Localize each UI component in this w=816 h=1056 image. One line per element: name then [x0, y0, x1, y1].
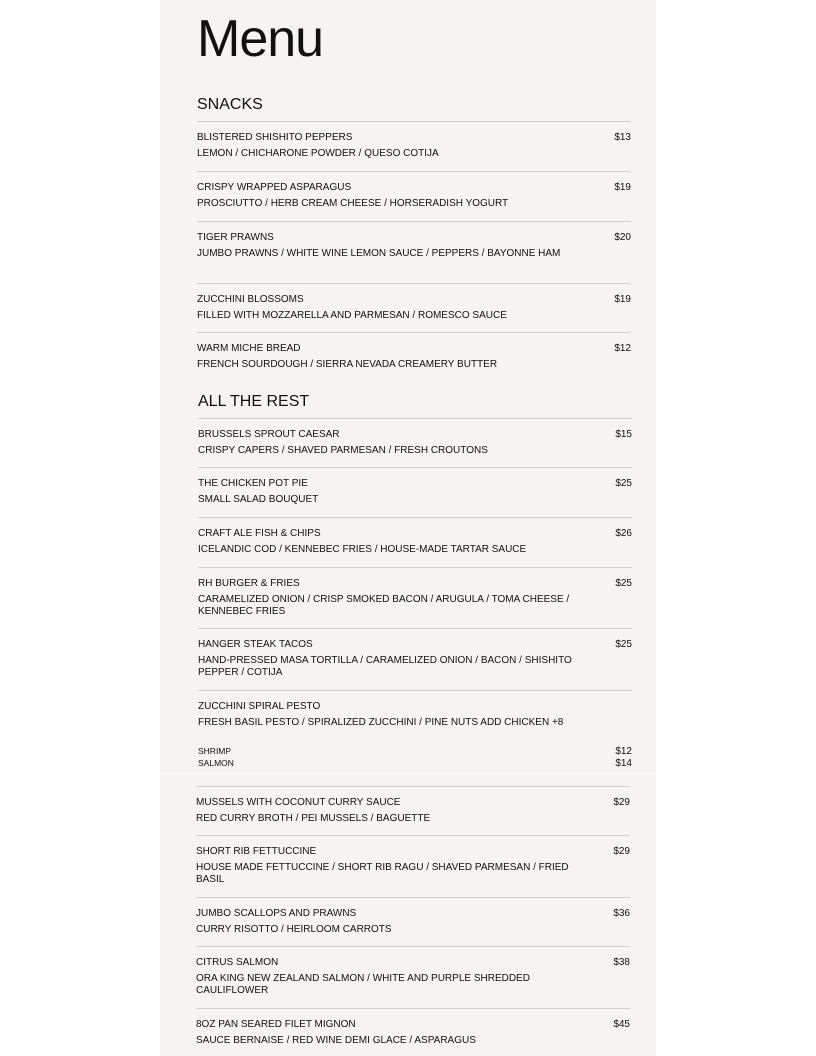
option-name: SALMON: [198, 758, 234, 768]
item-price: $15: [615, 429, 632, 440]
item-price: $26: [615, 528, 632, 539]
item-description: JUMBO PRAWNS / WHITE WINE LEMON SAUCE / PEPPERS / BAYONNE HAM: [197, 248, 561, 259]
item-description: FRENCH SOURDOUGH / SIERRA NEVADA CREAMERY BUTTER: [197, 359, 498, 370]
menu-item: [198, 628, 632, 690]
item-description: PROSCIUTTO / HERB CREAM CHEESE / HORSERADISH YOGURT: [197, 198, 509, 209]
item-description: CARAMELIZED ONION / CRISP SMOKED BACON / ARUGULA / TOMA CHEESE / KENNEBEC FRIES: [198, 594, 570, 617]
item-name: CRAFT ALE FISH & CHIPS: [198, 528, 321, 539]
item-description: SMALL SALAD BOUQUET: [198, 494, 319, 505]
menu-item: [197, 221, 631, 283]
item-price: $19: [614, 182, 631, 193]
menu-item: [197, 283, 631, 333]
menu-item: [198, 517, 632, 567]
item-description: CRISPY CAPERS / SHAVED PARMESAN / FRESH CROUTONS: [198, 445, 488, 456]
item-price: $25: [615, 639, 632, 650]
item-description: ICELANDIC COD / KENNEBEC FRIES / HOUSE-MADE TARTAR SAUCE: [198, 544, 527, 555]
menu-item: [196, 897, 630, 947]
item-name: 8OZ PAN SEARED FILET MIGNON: [196, 1019, 356, 1030]
item-description: HOUSE MADE FETTUCCINE / SHORT RIB RAGU / SHAVED PARMESAN / FRIED BASIL: [196, 862, 569, 885]
menu-item: [196, 835, 630, 897]
item-name: TIGER PRAWNS: [197, 232, 274, 243]
menu-item: [197, 121, 631, 171]
item-price: $29: [613, 846, 630, 857]
menu-item: [196, 1008, 630, 1055]
item-name: RH BURGER & FRIES: [198, 578, 300, 589]
item-name: BLISTERED SHISHITO PEPPERS: [197, 132, 353, 143]
item-price: $13: [614, 132, 631, 143]
item-name: JUMBO SCALLOPS AND PRAWNS: [196, 908, 357, 919]
item-description: SAUCE BERNAISE / RED WINE DEMI GLACE / ASPARAGUS: [196, 1035, 476, 1046]
menu-item: [198, 690, 632, 771]
item-name: BRUSSELS SPROUT CAESAR: [198, 429, 340, 440]
menu-item: [198, 467, 632, 517]
item-price: $36: [613, 908, 630, 919]
item-description: RED CURRY BROTH / PEI MUSSELS / BAGUETTE: [196, 813, 431, 824]
item-price: $12: [614, 343, 631, 354]
item-name: CRISPY WRAPPED ASPARAGUS: [197, 182, 352, 193]
section-heading-snacks: SNACKS: [197, 96, 263, 113]
item-description: LEMON / CHICHARONE POWDER / QUESO COTIJA: [197, 148, 439, 159]
option-price: $14: [615, 758, 632, 769]
item-price: $20: [614, 232, 631, 243]
menu-title: Menu: [197, 10, 324, 68]
item-description: FRESH BASIL PESTO / SPIRALIZED ZUCCHINI / PINE NUTS ADD CHICKEN +8: [198, 717, 564, 728]
item-name: SHORT RIB FETTUCCINE: [196, 846, 317, 857]
item-price: $29: [613, 797, 630, 808]
item-price: $25: [615, 578, 632, 589]
menu-item: [198, 418, 632, 468]
item-name: WARM MICHE BREAD: [197, 343, 301, 354]
item-description: ORA KING NEW ZEALAND SALMON / WHITE AND PURPLE SHREDDED CAULIFLOWER: [196, 973, 530, 996]
item-name: THE CHICKEN POT PIE: [198, 478, 308, 489]
menu-item: [196, 786, 630, 836]
item-name: HANGER STEAK TACOS: [198, 639, 313, 650]
item-price: $25: [615, 478, 632, 489]
item-name: MUSSELS WITH COCONUT CURRY SAUCE: [196, 797, 401, 808]
item-description: HAND-PRESSED MASA TORTILLA / CARAMELIZED ONION / BACON / SHISHITO PEPPER / COTIJA: [198, 655, 572, 678]
menu-item: [197, 332, 631, 382]
option-name: SHRIMP: [198, 746, 232, 756]
item-price: $19: [614, 294, 631, 305]
item-description: CURRY RISOTTO / HEIRLOOM CARROTS: [196, 924, 392, 935]
page-seam: [160, 773, 656, 774]
item-price: $45: [613, 1019, 630, 1030]
item-name: ZUCCHINI SPIRAL PESTO: [198, 701, 321, 712]
menu-item: [196, 946, 630, 1008]
item-price: $38: [613, 957, 630, 968]
item-description: FILLED WITH MOZZARELLA AND PARMESAN / ROMESCO SAUCE: [197, 310, 507, 321]
section-heading-all-the-rest: ALL THE REST: [198, 393, 310, 410]
menu-item: [197, 171, 631, 221]
item-name: CITRUS SALMON: [196, 957, 279, 968]
menu-item: [198, 567, 632, 629]
item-name: ZUCCHINI BLOSSOMS: [197, 294, 304, 305]
option-price: $12: [615, 746, 632, 757]
